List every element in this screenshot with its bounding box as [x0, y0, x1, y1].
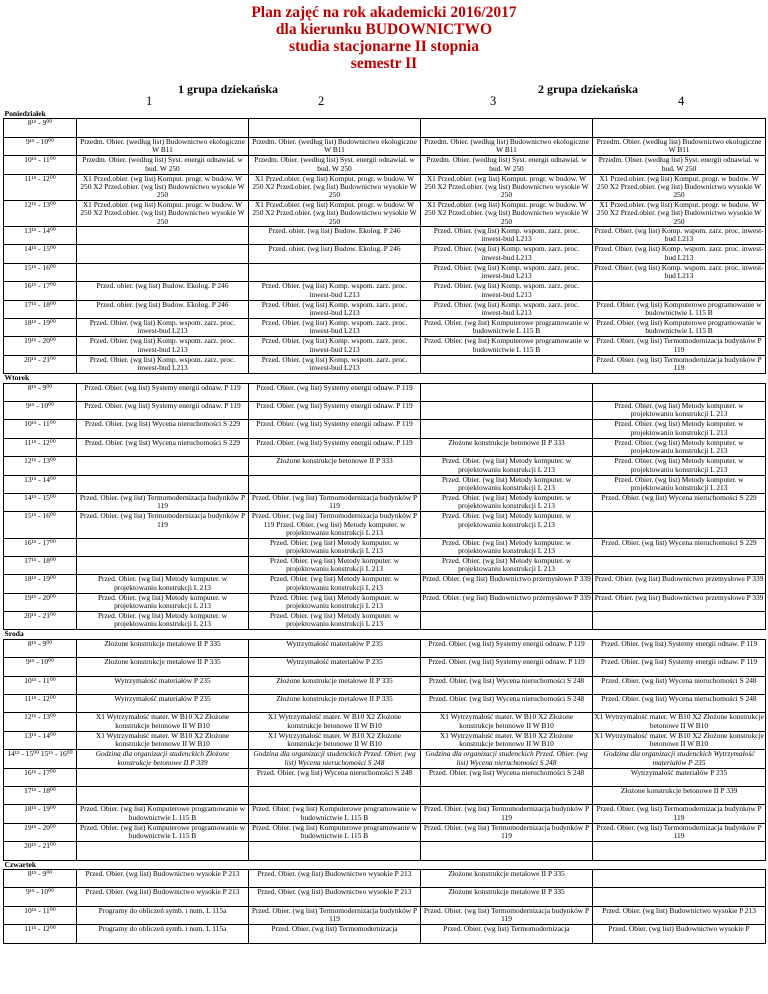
class-cell-col2: Przed. Obier. (wg list) Systemy energii odnaw. P 119: [249, 420, 421, 438]
class-cell-col3: [421, 355, 593, 373]
class-cell-col4: Przed. Obier. (wg list) Komp. wspom. zarz. proc. inwest-bud L213: [594, 263, 764, 281]
class-cell-col3: Przed. Obier. (wg list) Termomodernizacja budynków P 119: [421, 906, 593, 924]
day-row-tuesday: [4, 374, 766, 383]
column-headers: [0, 94, 768, 110]
class-cell-col4: Godzina dla organizacji studenckich Wytrzymałość materiałów P 235: [593, 750, 766, 768]
class-cell-col1: Przed. Obier. (wg list) Metody komputer. w projektowaniu konstrukcji L 213: [77, 575, 249, 593]
time-slot: 11¹⁵ - 12⁰⁰: [4, 438, 77, 456]
class-cell-col2: Przed. Obier. (wg list) Termomodernizacja budynków P 119: [249, 493, 421, 511]
class-cell-col2: X1 Przed.obier. (wg list) Komput. progr. w budow. W 250 X2 Przed.obier. (wg list) Budownictwo wysokie W 250: [249, 174, 421, 200]
class-cell-col3: Przed. Obier. (wg list) Systemy energii odnaw. P 119: [421, 658, 593, 676]
class-cell-col2: Złożone konstrukcje metalowe II P 335: [249, 676, 421, 694]
class-cell-col4: Przed. Obier. (wg list) Termomodernizacja budynków P 119: [593, 337, 766, 355]
time-slot: 20¹⁵ - 21⁰⁰: [4, 612, 77, 630]
class-cell-col2: Wytrzymałość materiałów P 235: [249, 639, 421, 657]
column-2-header: 2: [318, 94, 325, 108]
table-row: [4, 823, 766, 841]
table-row: [4, 593, 766, 611]
column-3-header: 3: [490, 94, 497, 108]
class-cell-col4: Przed. Obier. (wg list) Wycena nieruchomości S 229: [593, 493, 766, 511]
table-row: [4, 493, 766, 511]
class-cell-col1: [77, 768, 249, 786]
time-slot: 17¹⁵ - 18⁰⁰: [4, 300, 77, 318]
class-cell-col4: Przed. Obier. (wg list) Komputerowe programowanie w budownictwie L 115 B: [593, 318, 766, 336]
time-slot: 10¹⁵ - 11⁰⁰: [4, 906, 77, 924]
class-cell-col2: Przed. Obier. (wg list) Termomodernizacja budynków P 119 Przed. Obier. (wg list) Metody komputer. w projektowaniu konstrukcji L 213: [249, 512, 421, 538]
class-cell-col4: X1 Wytrzymałość mater. W B10 X2 Złożone konstrukcje betonowe II W B10: [594, 712, 764, 730]
class-cell-col3: Przed. Obier. (wg list) Metody komputer. w projektowaniu konstrukcji L 213: [421, 538, 593, 556]
class-cell-col1: [77, 263, 249, 281]
class-cell-col2: Złożone konstrukcje betonowe II P 333: [249, 457, 421, 475]
class-cell-col1: [77, 556, 249, 574]
class-cell-col4: [593, 888, 766, 906]
class-cell-col1: Przed. Obier. (wg list) Termomodernizacja budynków P 119: [77, 493, 249, 511]
time-slot: 13¹⁵ - 14⁰⁰: [4, 475, 77, 493]
class-cell-col1: [77, 119, 249, 137]
class-cell-col1: Wytrzymałość materiałów P 235: [77, 695, 249, 713]
class-cell-col3: X1 Wytrzymałość mater. W B10 X2 Złożone konstrukcje betonowe II W B10: [421, 731, 593, 749]
class-cell-col4: Przed. Obier. (wg list) Budownictwo wysokie P 213: [593, 906, 766, 924]
time-slot: 11¹⁵ - 12⁰⁰: [4, 174, 77, 200]
class-cell-col3: Przed. Obier. (wg list) Komp. wspom. zarz. proc. inwest-bud L213: [421, 227, 593, 245]
table-row: [4, 263, 766, 281]
class-cell-col1: Złożone konstrukcje metalowe II P 335: [77, 658, 249, 676]
time-slot: 20¹⁵ - 21⁰⁰: [4, 355, 77, 373]
class-cell-col1: Przed. Obier. (wg list) Metody komputer. w projektowaniu konstrukcji L 213: [77, 593, 249, 611]
class-cell-col4: Przed. Obier. (wg list) Wycena nieruchomości S 248: [593, 676, 766, 694]
class-cell-col1: Przed. Obier. (wg list) Komputerowe programowanie w budownictwie L 115 B: [77, 823, 249, 841]
class-cell-col4: [593, 282, 766, 300]
class-cell-col4: Przed. Obier. (wg list) Komp. wspom. zarz. proc. inwest-bud L213: [594, 226, 764, 244]
time-slot: 15¹⁵ - 16⁰⁰: [4, 512, 77, 538]
table-row: [4, 888, 766, 906]
class-cell-col2: Przed. Obier. (wg list) Systemy energii odnaw. P 119: [249, 383, 421, 401]
class-cell-col1: Przed. Obier. (wg list) Termomodernizacja budynków P 119: [77, 512, 249, 538]
time-slot: 19¹⁵ - 20⁰⁰: [4, 337, 77, 355]
day-row-monday: [4, 110, 766, 119]
time-slot: 12¹⁵ - 13⁰⁰: [4, 713, 77, 731]
class-cell-col4: Wytrzymałość materiałów P 235: [593, 768, 766, 786]
time-slot: 11¹⁵ - 12⁰⁰: [4, 695, 77, 713]
class-cell-col4: Przed. Obier. (wg list) Wycena nieruchomości S 229: [593, 538, 766, 556]
class-cell-col2: Przed. Obier. (wg list) Metody komputer. w projektowaniu konstrukcji L 213: [249, 575, 421, 593]
time-slot: 14¹⁵ - 15⁰⁰: [4, 245, 77, 263]
table-row: [4, 420, 766, 438]
table-row: [4, 750, 766, 768]
class-cell-col2: Przed. Obier. (wg list) Wycena nieruchomości S 248: [249, 768, 421, 786]
class-cell-col4: [593, 119, 766, 137]
class-cell-col4: X1 Przed.obier. (wg list) Komput. progr. w budow. W 250 X2 Przed.obier. (wg list) Budownictwo wysokie W 250: [593, 174, 766, 200]
table-row: [4, 512, 766, 538]
class-cell-col2: Przedm. Obier. (według list) Syst. energii odnawial. w bud. W 250: [249, 156, 421, 174]
time-slot: 10¹⁵ - 11⁰⁰: [4, 156, 77, 174]
class-cell-col1: Przed. obier. (wg list) Budow. Ekolog. P 246: [77, 282, 249, 300]
schedule-table: [3, 110, 766, 944]
title-line-3: studia stacjonarne II stopnia: [289, 38, 479, 55]
class-cell-col1: X1 Przed.obier. (wg list) Komput. progr. w budow. W 250 X2 Przed.obier. (wg list) Budownictwo wysokie W 250: [77, 200, 249, 226]
time-slot: 9¹⁵ - 10⁰⁰: [4, 137, 77, 155]
class-cell-col2: [249, 786, 421, 804]
class-cell-col4: [593, 612, 766, 630]
class-cell-col3: X1 Przed.obier. (wg list) Komput. progr. w budow. W 250 X2 Przed.obier. (wg list) Budownictwo wysokie W 250: [421, 200, 593, 226]
table-row: [4, 925, 766, 943]
time-slot: 14¹⁵ - 15⁰⁰ 15¹⁵ - 16⁰⁰: [4, 750, 77, 768]
day-row-thursday: [4, 860, 766, 869]
class-cell-col4: Przedm. Obier. (według list) Budownictwo ekologiczne W B11: [593, 137, 766, 155]
class-cell-col1: Przed. Obier. (wg list) Wycena nieruchomości S 229: [77, 420, 249, 438]
class-cell-col1: Przed. Obier. (wg list) Systemy energii odnaw. P 119: [77, 383, 249, 401]
table-row: [4, 695, 766, 713]
class-cell-col3: [421, 842, 593, 860]
class-cell-col1: [77, 786, 249, 804]
class-cell-col4: Przed. Obier. (wg list) Metody komputer. w projektowaniu konstrukcji L 213: [593, 420, 766, 438]
table-row: [4, 156, 766, 174]
table-row: [4, 245, 766, 263]
class-cell-col3: Przed. Obier. (wg list) Wycena nieruchomości S 248: [421, 676, 593, 694]
class-cell-col4: [593, 512, 766, 538]
class-cell-col1: X1 Wytrzymałość mater. W B10 X2 Złożone konstrukcje betonowe II W B10: [77, 713, 249, 731]
class-cell-col1: Przedm. Obier. (według list) Budownictwo ekologiczne W B11: [77, 137, 249, 155]
class-cell-col2: Godzina dla organizacji studenckich Przed. Obier. (wg list) Wycena nieruchomości S 248: [249, 750, 421, 768]
table-row: [4, 676, 766, 694]
time-slot: 17¹⁵ - 18⁰⁰: [4, 786, 77, 804]
table-row: [4, 842, 766, 860]
class-cell-col1: Przed. Obier. (wg list) Budownictwo wysokie P 213: [77, 869, 249, 887]
class-cell-col3: Godzina dla organizacji studenckich Przed. Obier. (wg list) Wycena nieruchomości S 248: [421, 750, 593, 768]
class-cell-col3: Przed. Obier. (wg list) Metody komputer. w projektowaniu konstrukcji L 213: [421, 493, 593, 511]
time-slot: 13¹⁵ - 14⁰⁰: [4, 731, 77, 749]
table-row: [4, 355, 766, 373]
class-cell-col4: Przed. Obier. (wg list) Systemy energii odnaw. P 119: [593, 639, 766, 657]
class-cell-col3: [421, 383, 593, 401]
class-cell-col2: Przedm. Obier. (według list) Budownictwo ekologiczne W B11: [249, 137, 421, 155]
class-cell-col1: X1 Przed.obier. (wg list) Komput. progr. w budow. W 250 X2 Przed.obier. (wg list) Budownictwo wysokie W 250: [77, 174, 249, 200]
time-slot: 9¹⁵ - 10⁰⁰: [4, 401, 77, 419]
class-cell-col3: Przed. Obier. (wg list) Termomodernizacja: [421, 925, 593, 943]
class-cell-col2: [249, 842, 421, 860]
class-cell-col3: Przed. Obier. (wg list) Metody komputer. w projektowaniu konstrukcji L 213: [421, 475, 593, 493]
table-row: [4, 200, 766, 226]
time-slot: 20¹⁵ - 21⁰⁰: [4, 842, 77, 860]
class-cell-col4: Przedm. Obier. (według list) Syst. energii odnawial. w bud. W 250: [593, 156, 766, 174]
class-cell-col3: Przed. Obier. (wg list) Komputerowe programowanie w budownictwie L 115 B: [421, 337, 593, 355]
class-cell-col3: Przedm. Obier. (według list) Syst. energii odnawial. w bud. W 250: [421, 156, 593, 174]
class-cell-col3: [421, 612, 593, 630]
time-slot: 16¹⁵ - 17⁰⁰: [4, 538, 77, 556]
time-slot: 18¹⁵ - 19⁰⁰: [4, 805, 77, 823]
class-cell-col2: [249, 119, 421, 137]
class-cell-col3: X1 Wytrzymałość mater. W B10 X2 Złożone konstrukcje betonowe II W B10: [421, 713, 593, 731]
class-cell-col1: Przed. Obier. (wg list) Metody komputer. w projektowaniu konstrukcji L 213: [77, 612, 249, 630]
table-row: [4, 337, 766, 355]
class-cell-col1: Programy do obliczeń symb. i num. L 115a: [77, 925, 249, 943]
class-cell-col2: Przed. obier. (wg list) Budow. Ekolog. P 246: [249, 227, 421, 245]
class-cell-col1: Programy do obliczeń symb. i num. L 115a: [77, 906, 249, 924]
class-cell-col3: Złożone konstrukcje betonowe II P 333: [421, 438, 593, 456]
class-cell-col2: X1 Wytrzymałość mater. W B10 X2 Złożone konstrukcje betonowe II W B10: [249, 731, 421, 749]
class-cell-col4: Przed. Obier. (wg list) Termomodernizacja budynków P 119: [593, 805, 766, 823]
class-cell-col2: [249, 263, 421, 281]
class-cell-col3: Przed. Obier. (wg list) Termomodernizacja budynków P 119: [421, 823, 593, 841]
class-cell-col3: Przedm. Obier. (według list) Budownictwo ekologiczne W B11: [421, 137, 593, 155]
class-cell-col4: Przed. Obier. (wg list) Komp. wspom. zarz. proc. inwest-bud L213: [594, 244, 764, 262]
table-row: [4, 227, 766, 245]
class-cell-col1: [77, 227, 249, 245]
class-cell-col1: Przed. obier. (wg list) Budow. Ekolog. P 246: [77, 300, 249, 318]
table-row: [4, 658, 766, 676]
class-cell-col2: Przed. Obier. (wg list) Komputerowe programowanie w budownictwie L 115 B: [249, 805, 421, 823]
table-row: [4, 786, 766, 804]
class-cell-col3: Przed. Obier. (wg list) Systemy energii odnaw. P 119: [421, 639, 593, 657]
table-row: [4, 137, 766, 155]
time-slot: 11¹⁵ - 12⁰⁰: [4, 925, 77, 943]
time-slot: 18¹⁵ - 19⁰⁰: [4, 575, 77, 593]
class-cell-col1: Wytrzymałość materiałów P 235: [77, 676, 249, 694]
class-cell-col3: Złożone konstrukcje metalowe II P 335: [421, 888, 593, 906]
table-row: [4, 383, 766, 401]
table-row: [4, 713, 766, 731]
time-slot: 19¹⁵ - 20⁰⁰: [4, 593, 77, 611]
table-row: [4, 300, 766, 318]
class-cell-col3: [421, 119, 593, 137]
class-cell-col2: Przed. Obier. (wg list) Budownictwo wysokie P 213: [249, 869, 421, 887]
class-cell-col4: Przed. Obier. (wg list) Termomodernizacja budynków P 119: [593, 355, 766, 373]
class-cell-col2: Przed. Obier. (wg list) Termomodernizacja budynków P 119: [249, 906, 421, 924]
class-cell-col1: Przed. Obier. (wg list) Komp. wspom. zarz. proc. inwest-bud L213: [77, 355, 249, 373]
class-cell-col4: [593, 842, 766, 860]
class-cell-col3: Przed. Obier. (wg list) Komp. wspom. zarz. proc. inwest-bud L213: [421, 245, 593, 263]
class-cell-col1: [77, 842, 249, 860]
group-1-label: 1 grupa dziekańska: [178, 82, 279, 96]
class-cell-col2: Wytrzymałość materiałów P 235: [249, 658, 421, 676]
class-cell-col1: Przedm. Obier. (według list) Syst. energii odnawial. w bud. W 250: [77, 156, 249, 174]
page-title: [0, 0, 768, 72]
class-cell-col4: Przed. Obier. (wg list) Metody komputer. w projektowaniu konstrukcji L 213: [593, 475, 766, 493]
table-row: [4, 768, 766, 786]
title-line-1: Plan zajęć na rok akademicki 2016/2017: [251, 4, 517, 21]
time-slot: 12¹⁵ - 13⁰⁰: [4, 200, 77, 226]
class-cell-col3: X1 Przed.obier. (wg list) Komput. progr. w budow. W 250 X2 Przed.obier. (wg list) Budownictwo wysokie W 250: [421, 174, 593, 200]
time-slot: 15¹⁵ - 16⁰⁰: [4, 263, 77, 281]
table-row: [4, 475, 766, 493]
class-cell-col4: Przed. Obier. (wg list) Metody komputer. w projektowaniu konstrukcji L 213: [593, 438, 766, 456]
class-cell-col3: [421, 786, 593, 804]
day-row-wednesday: [4, 630, 766, 639]
class-cell-col4: Przed. Obier. (wg list) Budownictwo przemysłowe P 339: [593, 593, 766, 611]
class-cell-col1: Przed. Obier. (wg list) Budownictwo wysokie P 213: [77, 888, 249, 906]
table-row: [4, 556, 766, 574]
table-row: [4, 575, 766, 593]
table-row: [4, 438, 766, 456]
class-cell-col4: Złożone konstrukcje betonowe II P 339: [593, 786, 766, 804]
table-row: [4, 639, 766, 657]
class-cell-col2: Przed. obier. (wg list) Budow. Ekolog. P 246: [249, 245, 421, 263]
time-slot: 8¹⁵ - 9⁰⁰: [4, 383, 77, 401]
time-slot: 18¹⁵ - 19⁰⁰: [4, 318, 77, 336]
class-cell-col1: Przed. Obier. (wg list) Komp. wspom. zarz. proc. inwest-bud L213: [77, 337, 249, 355]
time-slot: 9¹⁵ - 10⁰⁰: [4, 658, 77, 676]
time-slot: 19¹⁵ - 20⁰⁰: [4, 823, 77, 841]
class-cell-col3: Przed. Obier. (wg list) Komp. wspom. zarz. proc. inwest-bud L213: [421, 300, 593, 318]
time-slot: 16¹⁵ - 17⁰⁰: [4, 282, 77, 300]
table-row: [4, 869, 766, 887]
table-row: [4, 318, 766, 336]
day-label-thursday: Czwartek: [4, 860, 37, 869]
class-cell-col4: Przed. Obier. (wg list) Budownictwo wysokie P: [593, 925, 766, 943]
class-cell-col1: [77, 475, 249, 493]
time-slot: 8¹⁵ - 9⁰⁰: [4, 639, 77, 657]
table-row: [4, 906, 766, 924]
class-cell-col2: Przed. Obier. (wg list) Systemy energii odnaw. P 119: [249, 401, 421, 419]
time-slot: 13¹⁵ - 14⁰⁰: [4, 227, 77, 245]
class-cell-col1: Przed. Obier. (wg list) Systemy energii odnaw. P 119: [77, 401, 249, 419]
time-slot: 12¹⁵ - 13⁰⁰: [4, 457, 77, 475]
class-cell-col3: Przed. Obier. (wg list) Komputerowe programowanie w budownictwie L 115 B: [421, 318, 593, 336]
time-slot: 9¹⁵ - 10⁰⁰: [4, 888, 77, 906]
title-line-4: semestr II: [350, 55, 418, 72]
title-line-2: dla kierunku BUDOWNICTWO: [275, 21, 493, 38]
class-cell-col4: Przed. Obier. (wg list) Budownictwo przemysłowe P 339: [593, 575, 766, 593]
class-cell-col3: Przed. Obier. (wg list) Komp. wspom. zarz. proc. inwest-bud L213: [421, 263, 593, 281]
class-cell-col3: Przed. Obier. (wg list) Wycena nieruchomości S 248: [421, 695, 593, 713]
class-cell-col1: Złożone konstrukcje metalowe II P 335: [77, 639, 249, 657]
class-cell-col4: Przed. Obier. (wg list) Termomodernizacja budynków P 119: [593, 823, 766, 841]
class-cell-col1: X1 Wytrzymałość mater. W B10 X2 Złożone konstrukcje betonowe II W B10: [77, 731, 249, 749]
class-cell-col2: Przed. Obier. (wg list) Metody komputer. w projektowaniu konstrukcji L 213: [249, 593, 421, 611]
class-cell-col2: Przed. Obier. (wg list) Komp. wspom. zarz. proc. inwest-bud L213: [249, 282, 421, 300]
class-cell-col2: Przed. Obier. (wg list) Metody komputer. w projektowaniu konstrukcji L 213: [249, 538, 421, 556]
day-label-wednesday: Środa: [4, 629, 24, 639]
class-cell-col1: [77, 538, 249, 556]
time-slot: 8¹⁵ - 9⁰⁰: [4, 869, 77, 887]
class-cell-col2: Złożone konstrukcje metalowe II P 335: [249, 695, 421, 713]
class-cell-col4: X1 Wytrzymałość mater. W B10 X2 Złożone konstrukcje betonowe II W B10: [594, 731, 764, 749]
time-slot: 17¹⁵ - 18⁰⁰: [4, 556, 77, 574]
class-cell-col2: Przed. Obier. (wg list) Komp. wspom. zarz. proc. inwest-bud L213: [249, 337, 421, 355]
table-row: [4, 731, 766, 749]
class-cell-col3: Przed. Obier. (wg list) Metody komputer. w projektowaniu konstrukcji L 213: [421, 556, 593, 574]
class-cell-col2: X1 Przed.obier. (wg list) Komput. progr. w budow. W 250 X2 Przed.obier. (wg list) Budownictwo wysokie W 250: [249, 200, 421, 226]
class-cell-col3: Przed. Obier. (wg list) Budownictwo przemysłowe P 339: [421, 575, 593, 593]
class-cell-col4: X1 Przed.obier. (wg list) Komput. progr. w budow. W 250 X2 Przed.obier. (wg list) Budownictwo wysokie W 250: [593, 200, 766, 226]
time-slot: 14¹⁵ - 15⁰⁰: [4, 493, 77, 511]
class-cell-col1: Godzina dla organizacji studenckich Złożone konstrukcje betonowe II P 339: [77, 750, 249, 768]
class-cell-col3: Przed. Obier. (wg list) Komp. wspom. zarz. proc. inwest-bud L213: [421, 282, 593, 300]
table-row: [4, 612, 766, 630]
day-label-monday: Poniedziałek: [4, 110, 46, 118]
column-4-header: 4: [678, 94, 685, 108]
class-cell-col2: Przed. Obier. (wg list) Komp. wspom. zarz. proc. inwest-bud L213: [249, 300, 421, 318]
class-cell-col2: Przed. Obier. (wg list) Metody komputer. w projektowaniu konstrukcji L 213: [249, 612, 421, 630]
class-cell-col2: Przed. Obier. (wg list) Budownictwo wysokie P 213: [249, 888, 421, 906]
class-cell-col1: Przed. Obier. (wg list) Komp. wspom. zarz. proc. inwest-bud L213: [77, 318, 249, 336]
time-slot: 10¹⁵ - 11⁰⁰: [4, 420, 77, 438]
column-1-header: 1: [146, 94, 153, 108]
class-cell-col3: [421, 401, 593, 419]
table-row: [4, 174, 766, 200]
class-cell-col3: Przed. Obier. (wg list) Termomodernizacja budynków P 119: [421, 805, 593, 823]
class-cell-col2: Przed. Obier. (wg list) Termomodernizacja: [249, 925, 421, 943]
class-cell-col4: Przed. Obier. (wg list) Wycena nieruchomości S 248: [593, 695, 766, 713]
table-row: [4, 282, 766, 300]
class-cell-col3: Przed. Obier. (wg list) Budownictwo przemysłowe P 339: [421, 593, 593, 611]
table-row: [4, 119, 766, 137]
day-label-tuesday: Wtorek: [4, 373, 30, 383]
class-cell-col2: Przed. Obier. (wg list) Metody komputer. w projektowaniu konstrukcji L 213: [249, 556, 421, 574]
class-cell-col1: Przed. Obier. (wg list) Komputerowe programowanie w budownictwie L 115 B: [77, 805, 249, 823]
class-cell-col4: [593, 556, 766, 574]
class-cell-col1: [77, 245, 249, 263]
class-cell-col3: Przed. Obier. (wg list) Wycena nieruchomości S 248: [421, 768, 593, 786]
table-row: [4, 457, 766, 475]
class-cell-col4: [593, 383, 766, 401]
table-row: [4, 805, 766, 823]
time-slot: 10¹⁵ - 11⁰⁰: [4, 676, 77, 694]
class-cell-col3: Złożone konstrukcje metalowe II P 335: [421, 869, 593, 887]
class-cell-col4: Przed. Obier. (wg list) Metody komputer. w projektowaniu konstrukcji L 213: [593, 457, 766, 475]
class-cell-col2: [249, 475, 421, 493]
time-slot: 16¹⁵ - 17⁰⁰: [4, 768, 77, 786]
table-row: [4, 538, 766, 556]
class-cell-col2: Przed. Obier. (wg list) Komp. wspom. zarz. proc. inwest-bud L213: [249, 318, 421, 336]
class-cell-col4: Przed. Obier. (wg list) Metody komputer. w projektowaniu konstrukcji L 213: [593, 401, 766, 419]
class-cell-col2: X1 Wytrzymałość mater. W B10 X2 Złożone konstrukcje betonowe II W B10: [249, 713, 421, 731]
time-slot: 8¹⁵ - 9⁰⁰: [4, 119, 77, 137]
class-cell-col1: Przed. Obier. (wg list) Wycena nieruchomości S 229: [77, 438, 249, 456]
group-2-label: 2 grupa dziekańska: [538, 82, 639, 96]
class-cell-col3: Przed. Obier. (wg list) Metody komputer. w projektowaniu konstrukcji L 213: [421, 457, 593, 475]
class-cell-col4: [593, 869, 766, 887]
class-cell-col2: Przed. Obier. (wg list) Komp. wspom. zarz. proc. inwest-bud L213: [249, 355, 421, 373]
class-cell-col3: Przed. Obier. (wg list) Metody komputer. w projektowaniu konstrukcji L 213: [421, 512, 593, 538]
class-cell-col3: [421, 420, 593, 438]
class-cell-col2: Przed. Obier. (wg list) Komputerowe programowanie w budownictwie L 115 B: [249, 823, 421, 841]
class-cell-col4: Przed. Obier. (wg list) Systemy energii odnaw. P 119: [593, 658, 766, 676]
class-cell-col2: Przed. Obier. (wg list) Systemy energii odnaw. P 119: [249, 438, 421, 456]
class-cell-col4: Przed. Obier. (wg list) Komputerowe programowanie w budownictwie L 115 B: [593, 300, 766, 318]
table-row: [4, 401, 766, 419]
class-cell-col1: [77, 457, 249, 475]
